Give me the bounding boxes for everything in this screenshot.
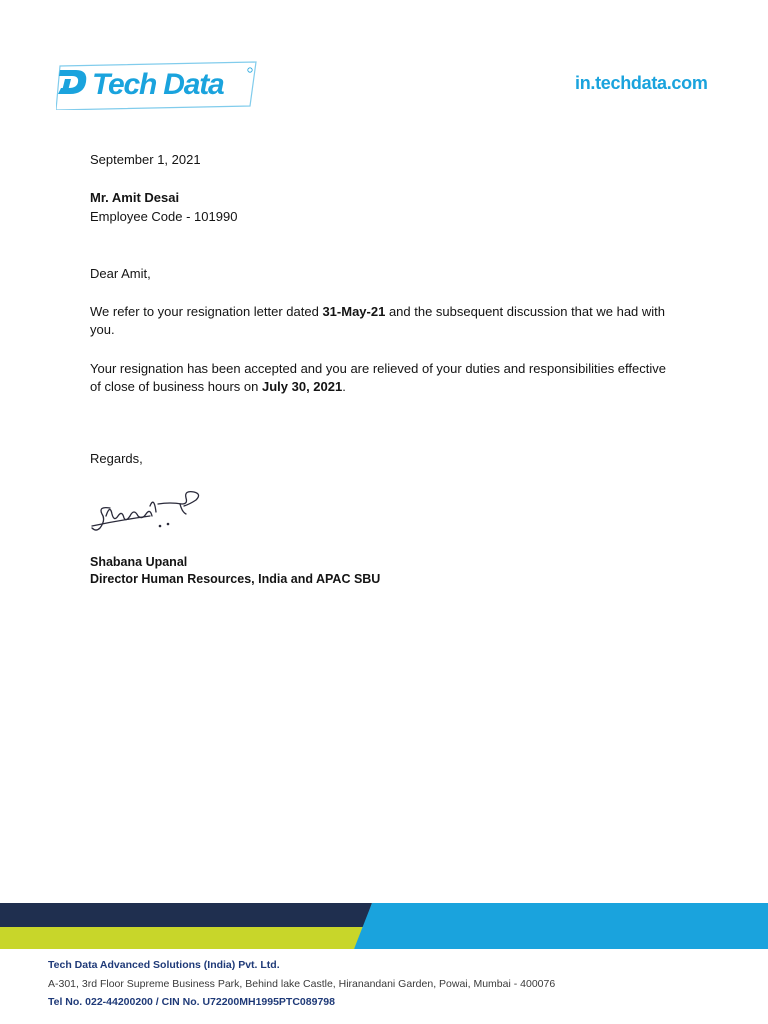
svg-text:Tech Data: Tech Data	[92, 68, 224, 101]
para2-text-end: .	[342, 379, 346, 394]
letter-date: September 1, 2021	[90, 152, 201, 167]
tech-data-logo	[56, 58, 262, 110]
signature-image	[90, 482, 208, 538]
footer-company-name: Tech Data Advanced Solutions (India) Pvt. Ltd.	[48, 959, 280, 971]
signer-title: Director Human Resources, India and APAC SBU	[90, 572, 381, 586]
paragraph-acceptance	[90, 360, 670, 396]
employee-code: Employee Code - 101990	[90, 209, 238, 224]
relieving-date: July 30, 2021	[262, 379, 343, 394]
footer-color-band	[0, 903, 768, 949]
footer-tel-cin: Tel No. 022-44200200 / CIN No. U72200MH1995PTC089798	[48, 996, 335, 1008]
paragraph-resignation-reference	[90, 303, 670, 339]
recipient-name: Mr. Amit Desai	[90, 190, 180, 205]
closing: Regards,	[90, 451, 143, 466]
para1-text-start: We refer to your resignation letter dated	[90, 304, 323, 319]
website-link[interactable]: in.techdata.com	[575, 73, 708, 93]
salutation: Dear Amit,	[90, 266, 151, 281]
resignation-date: 31-May-21	[322, 304, 386, 319]
para1-text-end: and the subsequent discussion that we had with you.	[90, 304, 666, 337]
para2-text-start: Your resignation has been accepted and you are relieved of your duties and responsibilities effective of close of business hours on	[90, 361, 666, 394]
footer-address: A-301, 3rd Floor Supreme Business Park, Behind lake Castle, Hiranandani Garden, Powai, Mumbai - 400076	[48, 978, 556, 990]
signer-name: Shabana Upanal	[90, 555, 188, 569]
